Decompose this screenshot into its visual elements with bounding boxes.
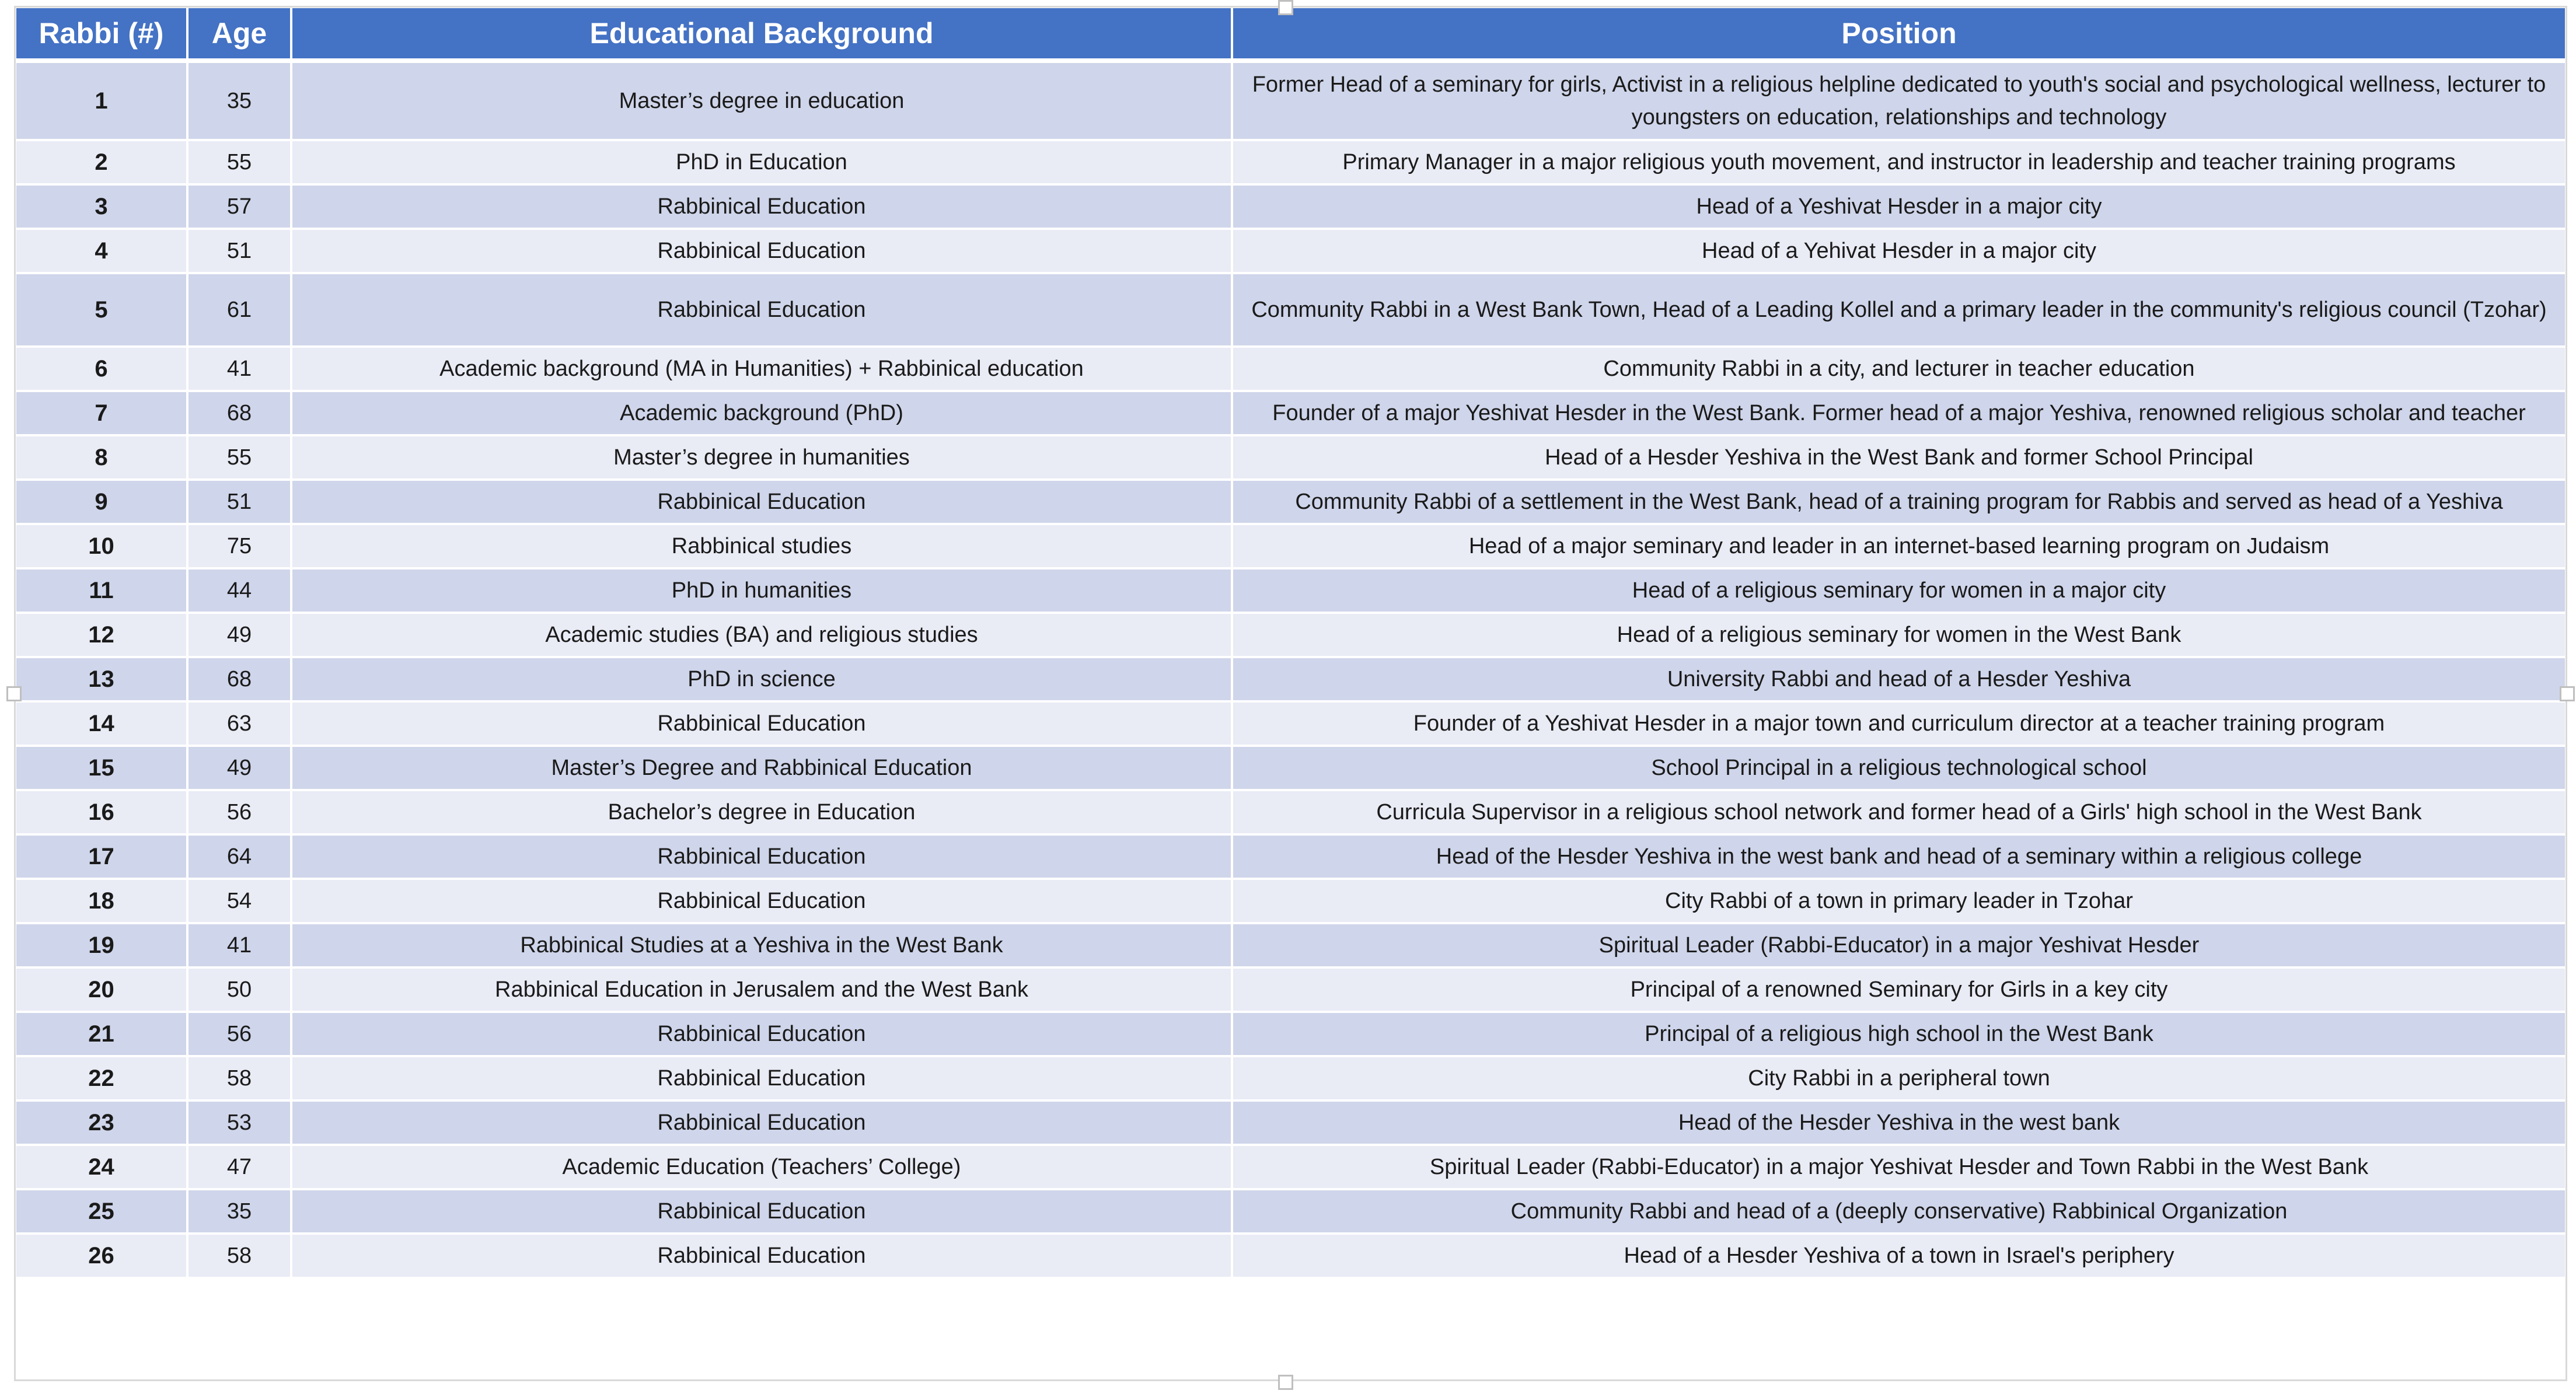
table-row — [16, 1146, 2565, 1190]
cell-position: Founder of a major Yeshivat Hesder in the West Bank. Former head of a major Yeshiva, renowned religious scholar and teacher — [1233, 392, 2565, 436]
cell-age: 55 — [189, 141, 292, 186]
cell-education: Rabbinical Education — [292, 186, 1233, 230]
header-position: Position — [1233, 8, 2565, 63]
cell-age: 51 — [189, 230, 292, 274]
cell-position: Head of a Yehivat Hesder in a major city — [1233, 230, 2565, 274]
cell-rabbi-number: 9 — [16, 481, 189, 525]
cell-education: Master’s degree in education — [292, 63, 1233, 141]
cell-rabbi-number: 15 — [16, 747, 189, 791]
cell-age: 47 — [189, 1146, 292, 1190]
table-row — [16, 348, 2565, 392]
cell-age: 41 — [189, 924, 292, 969]
cell-education: Rabbinical studies — [292, 525, 1233, 570]
header-age: Age — [189, 8, 292, 63]
cell-rabbi-number: 13 — [16, 658, 189, 703]
cell-position: Head of a religious seminary for women in the West Bank — [1233, 614, 2565, 658]
cell-education: Rabbinical Education — [292, 1013, 1233, 1057]
cell-position: Spiritual Leader (Rabbi-Educator) in a major Yeshivat Hesder and Town Rabbi in the West Bank — [1233, 1146, 2565, 1190]
cell-education: Rabbinical Education — [292, 1057, 1233, 1102]
table-row — [16, 924, 2565, 969]
cell-rabbi-number: 19 — [16, 924, 189, 969]
cell-position: Primary Manager in a major religious youth movement, and instructor in leadership and teacher training programs — [1233, 141, 2565, 186]
cell-education: PhD in humanities — [292, 570, 1233, 614]
cell-position: Head of a Hesder Yeshiva in the West Bank and former School Principal — [1233, 436, 2565, 481]
cell-rabbi-number: 24 — [16, 1146, 189, 1190]
cell-rabbi-number: 16 — [16, 791, 189, 836]
cell-age: 57 — [189, 186, 292, 230]
cell-education: PhD in science — [292, 658, 1233, 703]
cell-education: Bachelor’s degree in Education — [292, 791, 1233, 836]
table-row — [16, 392, 2565, 436]
cell-rabbi-number: 23 — [16, 1102, 189, 1146]
cell-position: Head of the Hesder Yeshiva in the west bank — [1233, 1102, 2565, 1146]
cell-age: 53 — [189, 1102, 292, 1146]
cell-age: 54 — [189, 880, 292, 924]
cell-age: 68 — [189, 392, 292, 436]
cell-rabbi-number: 2 — [16, 141, 189, 186]
cell-position: Founder of a Yeshivat Hesder in a major town and curriculum director at a teacher training program — [1233, 703, 2565, 747]
table-row — [16, 570, 2565, 614]
cell-position: Spiritual Leader (Rabbi-Educator) in a major Yeshivat Hesder — [1233, 924, 2565, 969]
table-row — [16, 436, 2565, 481]
cell-rabbi-number: 20 — [16, 969, 189, 1013]
table-row — [16, 525, 2565, 570]
table-row — [16, 1190, 2565, 1235]
cell-age: 44 — [189, 570, 292, 614]
table-row — [16, 1102, 2565, 1146]
table-row — [16, 141, 2565, 186]
table-row — [16, 658, 2565, 703]
table-row — [16, 230, 2565, 274]
cell-age: 49 — [189, 614, 292, 658]
cell-position: Principal of a renowned Seminary for Girls in a key city — [1233, 969, 2565, 1013]
cell-education: Rabbinical Education — [292, 1102, 1233, 1146]
table-row — [16, 880, 2565, 924]
cell-age: 41 — [189, 348, 292, 392]
cell-age: 75 — [189, 525, 292, 570]
cell-education: Academic background (PhD) — [292, 392, 1233, 436]
header-education: Educational Background — [292, 8, 1233, 63]
table-row — [16, 703, 2565, 747]
cell-rabbi-number: 26 — [16, 1235, 189, 1279]
cell-age: 50 — [189, 969, 292, 1013]
cell-position: Head of a major seminary and leader in an internet-based learning program on Judaism — [1233, 525, 2565, 570]
cell-position: Community Rabbi and head of a (deeply conservative) Rabbinical Organization — [1233, 1190, 2565, 1235]
cell-position: Head of a religious seminary for women in a major city — [1233, 570, 2565, 614]
cell-age: 56 — [189, 791, 292, 836]
header-row — [16, 8, 2565, 63]
resize-handle-left[interactable] — [6, 686, 22, 701]
cell-rabbi-number: 21 — [16, 1013, 189, 1057]
cell-education: Rabbinical Education — [292, 703, 1233, 747]
cell-education: Rabbinical Education — [292, 836, 1233, 880]
cell-position: Community Rabbi of a settlement in the West Bank, head of a training program for Rabbis and served as head of a Yeshiva — [1233, 481, 2565, 525]
cell-age: 35 — [189, 63, 292, 141]
cell-education: Rabbinical Education — [292, 274, 1233, 348]
cell-position: Head of the Hesder Yeshiva in the west bank and head of a seminary within a religious college — [1233, 836, 2565, 880]
resize-handle-right[interactable] — [2560, 686, 2575, 701]
cell-age: 68 — [189, 658, 292, 703]
table-row — [16, 1013, 2565, 1057]
table-row — [16, 747, 2565, 791]
header-rabbi: Rabbi (#) — [16, 8, 189, 63]
cell-position: Principal of a religious high school in the West Bank — [1233, 1013, 2565, 1057]
cell-position: Head of a Hesder Yeshiva of a town in Israel's periphery — [1233, 1235, 2565, 1279]
table-row — [16, 63, 2565, 141]
cell-rabbi-number: 8 — [16, 436, 189, 481]
cell-education: Rabbinical Education in Jerusalem and the West Bank — [292, 969, 1233, 1013]
cell-rabbi-number: 18 — [16, 880, 189, 924]
table-row — [16, 274, 2565, 348]
cell-rabbi-number: 3 — [16, 186, 189, 230]
cell-rabbi-number: 10 — [16, 525, 189, 570]
cell-position: City Rabbi in a peripheral town — [1233, 1057, 2565, 1102]
cell-education: Rabbinical Education — [292, 1190, 1233, 1235]
cell-education: Academic studies (BA) and religious studies — [292, 614, 1233, 658]
cell-age: 64 — [189, 836, 292, 880]
cell-age: 61 — [189, 274, 292, 348]
cell-position: Community Rabbi in a city, and lecturer in teacher education — [1233, 348, 2565, 392]
cell-position: School Principal in a religious technological school — [1233, 747, 2565, 791]
cell-age: 58 — [189, 1057, 292, 1102]
cell-rabbi-number: 12 — [16, 614, 189, 658]
cell-rabbi-number: 7 — [16, 392, 189, 436]
cell-education: Rabbinical Studies at a Yeshiva in the West Bank — [292, 924, 1233, 969]
cell-position: City Rabbi of a town in primary leader in Tzohar — [1233, 880, 2565, 924]
cell-age: 51 — [189, 481, 292, 525]
cell-education: Academic background (MA in Humanities) + Rabbinical education — [292, 348, 1233, 392]
table-row — [16, 1057, 2565, 1102]
table-row — [16, 481, 2565, 525]
cell-education: Rabbinical Education — [292, 481, 1233, 525]
cell-education: Rabbinical Education — [292, 1235, 1233, 1279]
cell-age: 35 — [189, 1190, 292, 1235]
cell-rabbi-number: 4 — [16, 230, 189, 274]
cell-rabbi-number: 5 — [16, 274, 189, 348]
cell-education: Master’s Degree and Rabbinical Education — [292, 747, 1233, 791]
cell-rabbi-number: 17 — [16, 836, 189, 880]
cell-age: 58 — [189, 1235, 292, 1279]
cell-rabbi-number: 14 — [16, 703, 189, 747]
cell-rabbi-number: 22 — [16, 1057, 189, 1102]
resize-handle-bottom[interactable] — [1278, 1375, 1293, 1390]
cell-education: Master’s degree in humanities — [292, 436, 1233, 481]
cell-age: 49 — [189, 747, 292, 791]
cell-education: Rabbinical Education — [292, 880, 1233, 924]
cell-education: Rabbinical Education — [292, 230, 1233, 274]
cell-position: Former Head of a seminary for girls, Activist in a religious helpline dedicated to youth's social and psychological wellness, lecturer to youngsters on education, relationships and technology — [1233, 63, 2565, 141]
table-row — [16, 614, 2565, 658]
cell-rabbi-number: 1 — [16, 63, 189, 141]
cell-age: 55 — [189, 436, 292, 481]
cell-position: Curricula Supervisor in a religious school network and former head of a Girls' high school in the West Bank — [1233, 791, 2565, 836]
table-row — [16, 186, 2565, 230]
cell-position: Community Rabbi in a West Bank Town, Head of a Leading Kollel and a primary leader in the community's religious council (Tzohar) — [1233, 274, 2565, 348]
resize-handle-top[interactable] — [1278, 0, 1293, 15]
cell-education: PhD in Education — [292, 141, 1233, 186]
cell-position: University Rabbi and head of a Hesder Yeshiva — [1233, 658, 2565, 703]
cell-rabbi-number: 6 — [16, 348, 189, 392]
cell-age: 63 — [189, 703, 292, 747]
cell-age: 56 — [189, 1013, 292, 1057]
cell-position: Head of a Yeshivat Hesder in a major city — [1233, 186, 2565, 230]
table-row — [16, 791, 2565, 836]
cell-education: Academic Education (Teachers’ College) — [292, 1146, 1233, 1190]
table-row — [16, 969, 2565, 1013]
rabbi-table — [16, 8, 2565, 1279]
table-row — [16, 836, 2565, 880]
table-row — [16, 1235, 2565, 1279]
cell-rabbi-number: 25 — [16, 1190, 189, 1235]
cell-rabbi-number: 11 — [16, 570, 189, 614]
